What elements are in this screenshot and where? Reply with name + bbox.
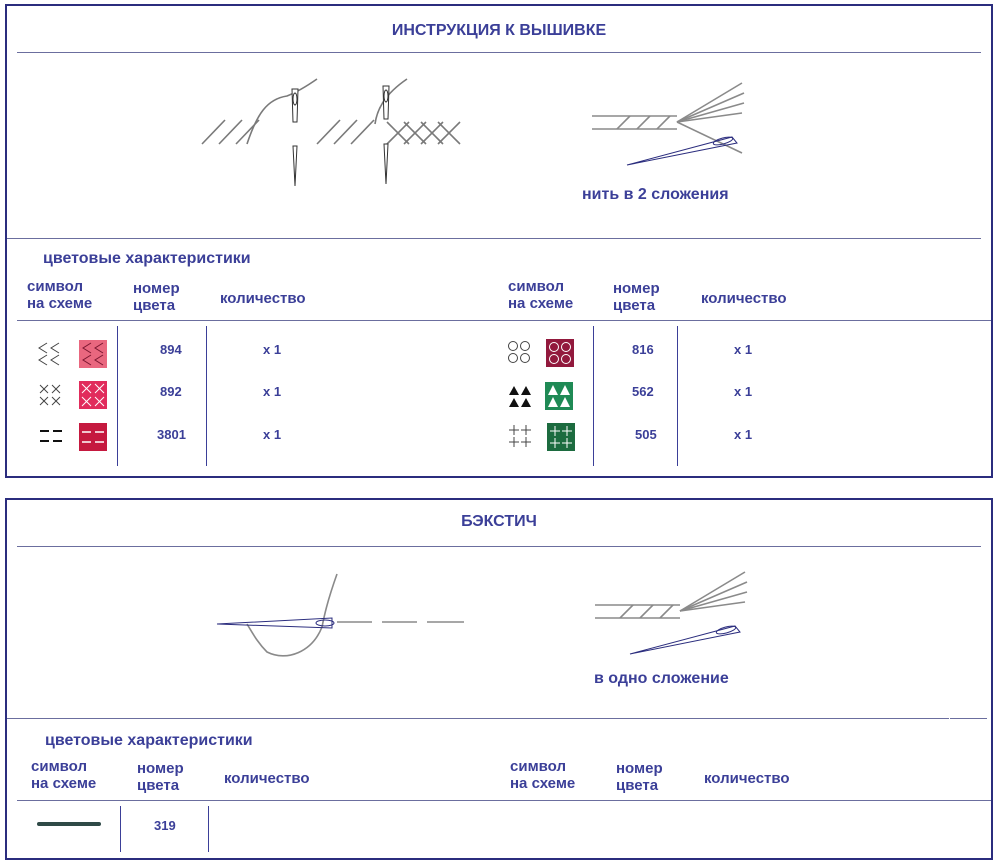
quantity: x 1 bbox=[263, 427, 282, 442]
cross-symbol-icon bbox=[38, 383, 64, 409]
color-characteristics-title: цветовые характеристики bbox=[45, 732, 253, 749]
header-number: номер цвета bbox=[613, 280, 660, 314]
dash-swatch-icon bbox=[79, 423, 107, 451]
quantity: x 1 bbox=[734, 427, 753, 442]
header-quantity: количество bbox=[220, 290, 306, 307]
quantity: x 1 bbox=[734, 342, 753, 357]
color-number: 892 bbox=[160, 384, 182, 399]
title-divider bbox=[17, 52, 981, 53]
section-divider bbox=[950, 718, 987, 719]
dash-symbol-icon bbox=[39, 426, 65, 448]
plus-swatch-icon bbox=[547, 423, 575, 451]
column-separator bbox=[208, 806, 209, 852]
circle-symbol-icon bbox=[507, 340, 533, 366]
table-header-divider bbox=[17, 320, 991, 321]
color-number: 816 bbox=[632, 342, 654, 357]
header-symbol: символ на схеме bbox=[31, 758, 97, 792]
cross-stitch-illustration bbox=[197, 74, 467, 189]
header-symbol: символ на схеме bbox=[508, 278, 574, 312]
header-quantity: количество bbox=[224, 770, 310, 787]
column-separator bbox=[117, 326, 118, 466]
header-symbol: символ на схеме bbox=[510, 758, 576, 792]
chevron-swatch-icon bbox=[79, 340, 107, 368]
quantity: x 1 bbox=[263, 342, 282, 357]
column-separator bbox=[206, 326, 207, 466]
backstitch-illustration bbox=[212, 572, 472, 662]
backstitch-panel bbox=[5, 498, 993, 860]
quantity: x 1 bbox=[734, 384, 753, 399]
header-number: номер цвета bbox=[616, 760, 663, 794]
color-number: 3801 bbox=[157, 427, 186, 442]
table-header-divider bbox=[17, 800, 991, 801]
chevron-symbol-icon bbox=[37, 341, 63, 367]
quantity: x 1 bbox=[263, 384, 282, 399]
thread-note: в одно сложение bbox=[594, 670, 729, 687]
color-number: 505 bbox=[635, 427, 657, 442]
thread-note: нить в 2 сложения bbox=[582, 186, 729, 203]
color-number: 894 bbox=[160, 342, 182, 357]
color-characteristics-title: цветовые характеристики bbox=[43, 250, 251, 267]
panel-title: ИНСТРУКЦИЯ К ВЫШИВКЕ bbox=[391, 22, 607, 39]
header-quantity: количество bbox=[701, 290, 787, 307]
header-symbol: символ на схеме bbox=[27, 278, 93, 312]
triangle-swatch-icon bbox=[545, 382, 573, 410]
title-divider bbox=[17, 546, 981, 547]
column-separator bbox=[120, 806, 121, 852]
color-number: 319 bbox=[154, 818, 176, 833]
panel-title: БЭКСТИЧ bbox=[461, 513, 537, 530]
thread-two-strands-illustration bbox=[592, 81, 752, 171]
backstitch-line-icon bbox=[37, 820, 101, 828]
section-divider bbox=[7, 718, 949, 719]
column-separator bbox=[677, 326, 678, 466]
color-number: 562 bbox=[632, 384, 654, 399]
section-divider bbox=[7, 238, 981, 239]
plus-symbol-icon bbox=[508, 424, 534, 450]
header-quantity: количество bbox=[704, 770, 790, 787]
triangle-symbol-icon bbox=[508, 384, 534, 410]
header-number: номер цвета bbox=[133, 280, 180, 314]
circle-swatch-icon bbox=[546, 339, 574, 367]
cross-swatch-icon bbox=[79, 381, 107, 409]
column-separator bbox=[593, 326, 594, 466]
thread-one-strand-illustration bbox=[595, 570, 755, 660]
embroidery-instructions-panel bbox=[5, 4, 993, 478]
header-number: номер цвета bbox=[137, 760, 184, 794]
